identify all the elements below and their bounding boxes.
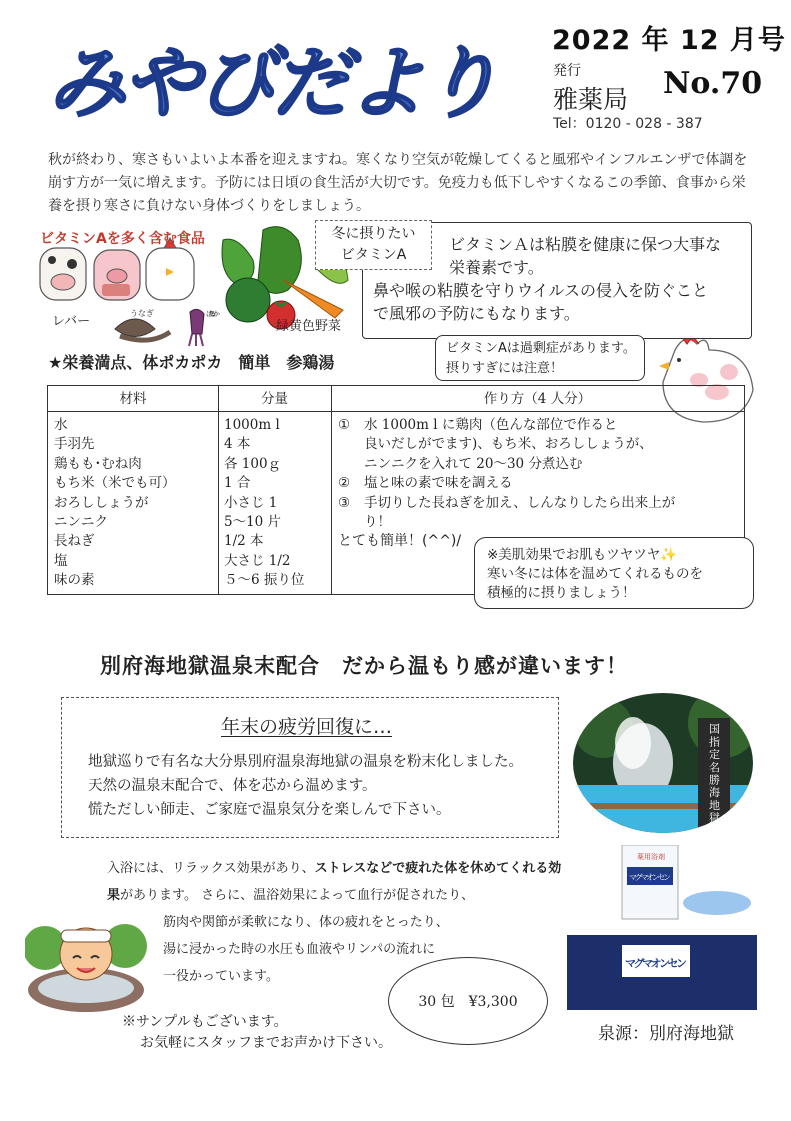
ingredient: 塩 bbox=[54, 552, 68, 569]
issue-number: No.70 bbox=[663, 66, 763, 101]
issue-date: 2022 年 12 月号 bbox=[552, 25, 786, 56]
method-steps bbox=[338, 416, 738, 552]
magma-onsen-product-image bbox=[567, 845, 757, 1015]
ingredient: 手羽先 bbox=[54, 436, 95, 453]
method-step bbox=[338, 494, 738, 533]
box-line: 地獄巡りで有名な大分県別府温泉海地獄の温泉を粉末化しました。 bbox=[88, 754, 523, 770]
bubble-line: で風邪の予防にもなります。 bbox=[373, 304, 580, 323]
publisher-label: 発行 bbox=[553, 63, 581, 79]
product-label-small: 薬用浴剤 bbox=[637, 853, 665, 861]
box-line: ビタミンA bbox=[340, 247, 407, 263]
overdose-warning-bubble bbox=[435, 335, 645, 381]
bath-line: 湯に浸かった時の水圧も血液やリンパの流れに bbox=[163, 942, 436, 957]
winter-vitamin-a-box bbox=[315, 220, 432, 270]
method-step bbox=[338, 474, 738, 493]
vitamin-a-foods-title: ビタミンAを多く含む食品 bbox=[40, 231, 205, 247]
column-header-method: 作り方（4 人分） bbox=[331, 386, 744, 412]
step-line: 塩と味の素で味を調える bbox=[364, 475, 513, 492]
beauty-line: 積極的に摂りましょう！ bbox=[487, 585, 636, 601]
step-number: ② bbox=[338, 475, 351, 492]
amounts-list bbox=[224, 416, 304, 591]
box-line: 天然の温泉末配合で、体を芯から温めます。 bbox=[88, 778, 377, 794]
bath-text-pre: 入浴には、リラックス効果があり、 bbox=[107, 861, 315, 876]
beauty-effect-bubble bbox=[474, 537, 754, 609]
step-number: ① bbox=[338, 417, 351, 433]
step-number: ③ bbox=[338, 494, 351, 511]
step-line: 手切りした長ねぎを加え、しんなりしたら出来上が bbox=[364, 494, 676, 511]
onsen-section-title: 別府海地獄温泉末配合 だから温もり感が違います！ bbox=[100, 654, 628, 678]
column-header-ingredients: 材料 bbox=[48, 386, 218, 412]
step-line: ニンニクを入れて 20～30 分煮込む bbox=[364, 455, 583, 472]
step-line: 良いだしがでます)、もち米、おろししょうが、 bbox=[364, 436, 653, 453]
intro-paragraph: 秋が終わり、寒さもいよいよ本番を迎えますね。寒くなり空気が乾燥してくると風邪やインフルエンザで体調を崩す方が一気に増えます。予防には日頃の食生活が大切です。免疫力も低下しやすくなるこの季節、食事から栄養を摂り寒さに負けない身体づくりをしましょう。 bbox=[48, 152, 748, 214]
man-in-hot-spring-illustration bbox=[25, 908, 147, 1016]
sea-hell-photo bbox=[573, 693, 753, 833]
sign-text: 国指定名勝海地獄 bbox=[707, 723, 721, 823]
ingredient: 味の素 bbox=[54, 572, 95, 589]
product-name-large: マグマオンセン bbox=[625, 957, 687, 970]
eel-firefly-squid-illustration bbox=[110, 304, 220, 349]
ingredient: 鶏もも･むね肉 bbox=[54, 455, 142, 472]
sample-line: お気軽にスタッフまでお声かけ下さい。 bbox=[140, 1035, 392, 1051]
bubble-line: 鼻や喉の粘膜を守りウイルスの侵入を防ぐこと bbox=[373, 281, 709, 300]
warning-line: 摂りすぎには注意！ bbox=[446, 361, 564, 376]
newsletter-logo bbox=[40, 22, 510, 132]
column-header-amount: 分量 bbox=[218, 386, 331, 412]
fatigue-recovery-text bbox=[88, 750, 523, 822]
price-bubble: 30 包 ¥3,300 bbox=[388, 957, 548, 1045]
amount: 各 100ｇ bbox=[224, 455, 282, 472]
ingredient: もち米（米でも可） bbox=[54, 475, 176, 492]
fatigue-recovery-title: 年末の疲労回復に… bbox=[221, 716, 393, 738]
bath-text-post: があります。 さらに、温浴効果によって血行が促されたり、 bbox=[120, 888, 475, 903]
product-name-small: マグマオンセン bbox=[629, 873, 671, 882]
amount: 1000m l bbox=[224, 417, 280, 433]
amount: 1 合 bbox=[224, 475, 251, 492]
bubble-line: 栄養素です。 bbox=[449, 258, 544, 277]
amount: 小さじ 1 bbox=[224, 494, 278, 511]
easy-note: とても簡単！(^^)/ bbox=[338, 533, 462, 550]
beauty-line: 寒い冬には体を温めてくれるものを bbox=[487, 566, 703, 582]
box-line: 慌ただしい師走、ご家庭で温泉気分を楽しんで下さい。 bbox=[88, 802, 451, 818]
phone-number: Tel：0120 - 028 - 387 bbox=[553, 116, 703, 132]
sample-note bbox=[122, 1012, 392, 1054]
recipe-title: ★栄養満点、体ポカポカ 簡単 参鶏湯 bbox=[48, 353, 335, 372]
logo-text: みやびだより bbox=[48, 39, 500, 129]
ingredient: おろししょうが bbox=[54, 494, 149, 511]
amount: 5～10 片 bbox=[224, 514, 282, 531]
bath-line: 一役かっています。 bbox=[163, 969, 279, 984]
amount: ５～6 振り位 bbox=[224, 572, 305, 589]
bath-line: 筋肉や関節が柔軟になり、体の疲れをとったり、 bbox=[163, 915, 449, 930]
green-vegetables-label: 緑黄色野菜 bbox=[276, 319, 342, 334]
box-line: 冬に摂りたい bbox=[331, 226, 416, 242]
method-step bbox=[338, 416, 738, 474]
ingredient: ニンニク bbox=[54, 514, 108, 531]
eel-label: うなぎ bbox=[130, 309, 154, 318]
ingredient: 長ねぎ bbox=[54, 533, 95, 550]
bubble-line: ビタミンＡは粘膜を健康に保つ大事な bbox=[449, 235, 722, 254]
liver-label: レバー bbox=[52, 314, 91, 329]
spring-source-caption: 泉源：別府海地獄 bbox=[598, 1024, 734, 1044]
amount: 4 本 bbox=[224, 436, 251, 453]
step-line: 水 1000m l に鶏肉（色んな部位で作ると bbox=[364, 417, 618, 433]
warning-line: ビタミンAは過剰症があります。 bbox=[446, 341, 636, 356]
ingredient: 水 bbox=[54, 417, 68, 433]
beauty-line: ※美肌効果でお肌もツヤツヤ✨ bbox=[487, 547, 678, 563]
sample-line: ※サンプルもございます。 bbox=[122, 1014, 288, 1030]
publisher-name: 雅薬局 bbox=[553, 85, 629, 114]
firefly-squid-label: ほたるいか bbox=[206, 310, 220, 318]
amount: 1/2 本 bbox=[224, 533, 264, 550]
ingredients-list bbox=[54, 416, 176, 591]
step-line: り！ bbox=[364, 514, 391, 531]
bath-text-bold: ストレスなどで疲れた体を休めてくれる効果 bbox=[107, 861, 562, 903]
amount: 大さじ 1/2 bbox=[224, 552, 291, 569]
